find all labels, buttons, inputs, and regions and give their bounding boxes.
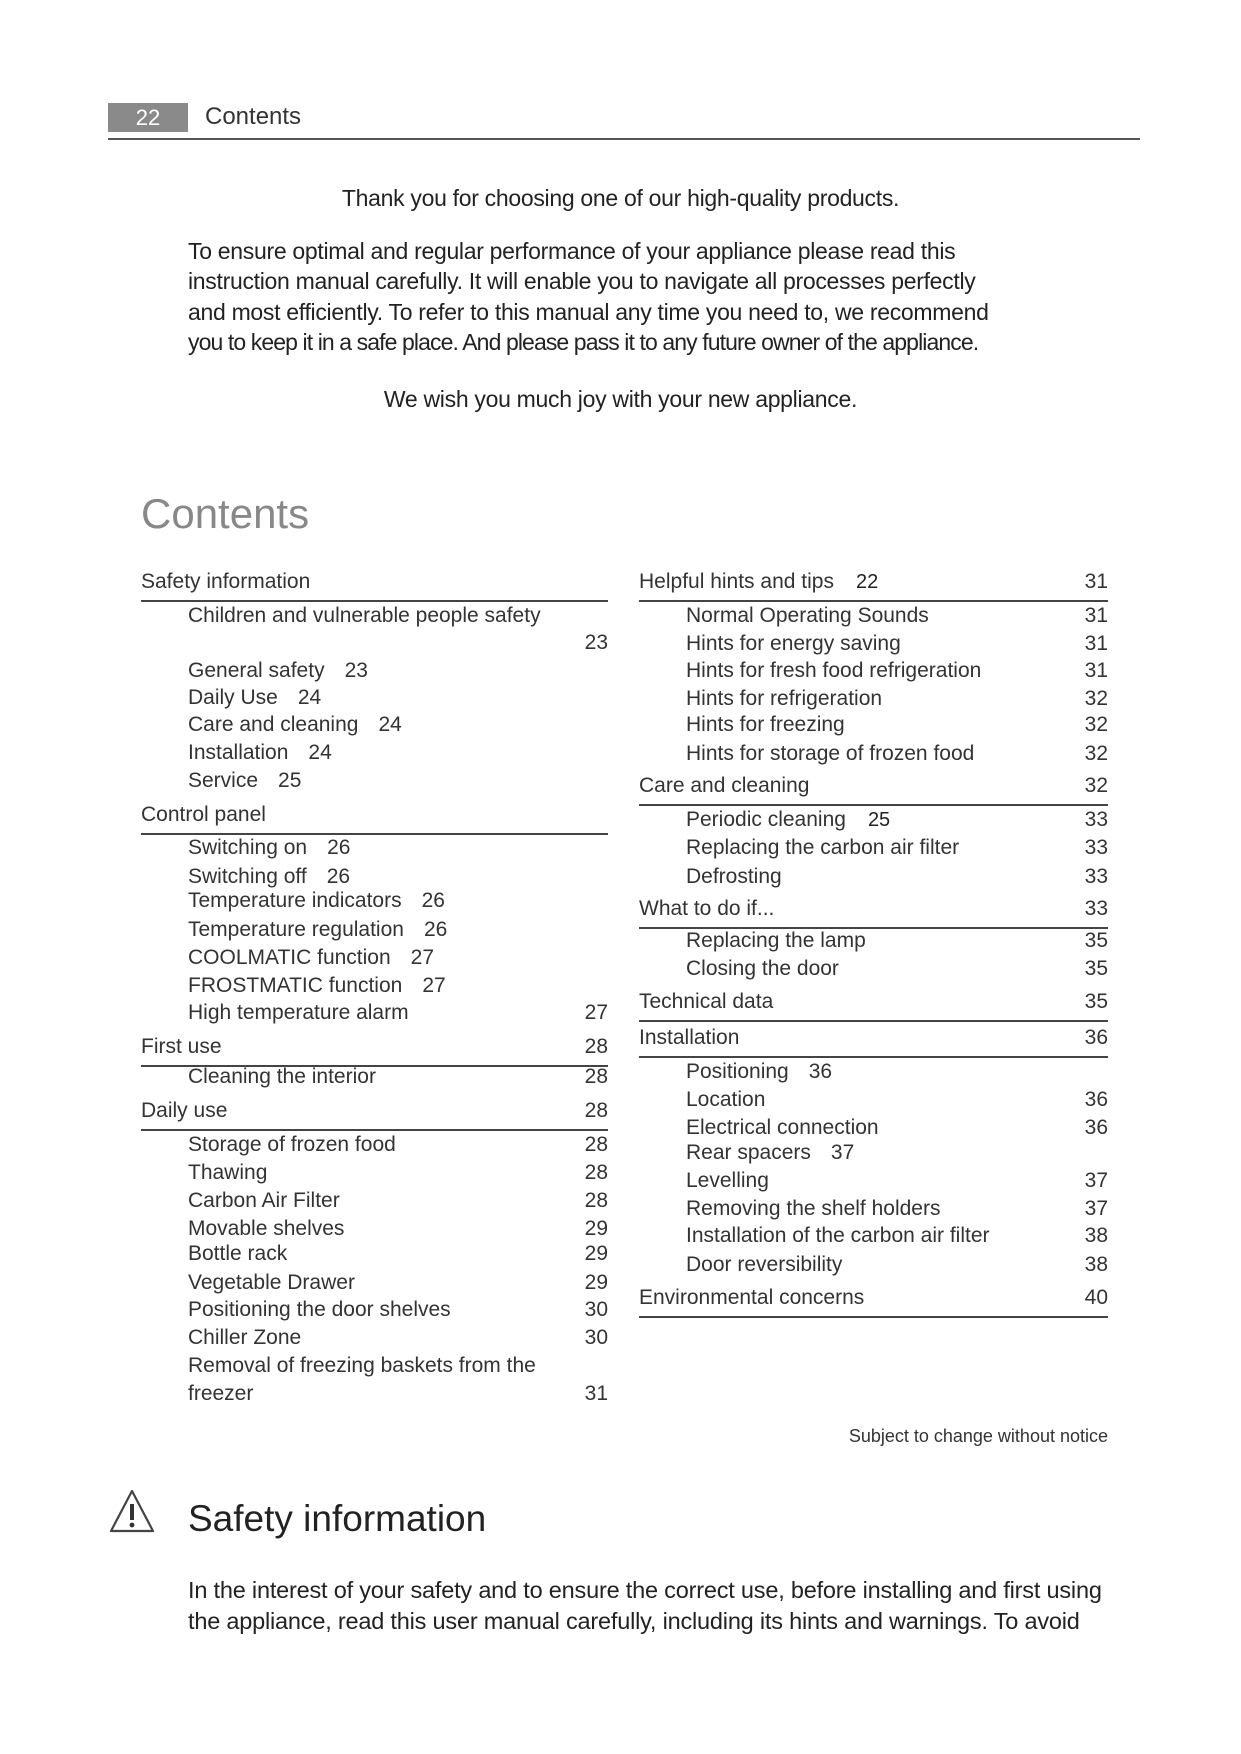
toc-entry-text: Removal of freezing baskets from the: [188, 1354, 536, 1378]
toc-page-number: 26: [327, 836, 351, 860]
toc-entry[interactable]: [141, 945, 608, 971]
toc-entry-text: Electrical connection: [686, 1116, 879, 1140]
toc-entry-label: [686, 1059, 832, 1085]
toc-entry[interactable]: [639, 928, 1108, 954]
toc-entry-text: Installation: [188, 740, 289, 764]
toc-page-number: 32: [1084, 713, 1108, 737]
toc-entry-label: [639, 1025, 739, 1051]
toc-entry-text: Control panel: [141, 802, 266, 826]
toc-entry-label: [188, 864, 350, 890]
toc-page-number: 28: [584, 1189, 608, 1213]
toc-entry-text: COOLMATIC function: [188, 945, 391, 969]
toc-entry-text: Normal Operating Sounds: [686, 604, 929, 628]
toc-entry[interactable]: [639, 956, 1108, 982]
toc-entry[interactable]: [141, 1270, 608, 1296]
toc-entry[interactable]: [639, 741, 1108, 767]
toc-page-number: 27: [422, 974, 446, 997]
toc-entry[interactable]: [639, 631, 1108, 657]
intro-line: instruction manual carefully. It will enable you to navigate all processes perfectly: [188, 268, 976, 294]
toc-entry-label: [188, 1353, 536, 1379]
toc-entry[interactable]: [639, 1252, 1108, 1278]
toc-page-number: 29: [584, 1242, 608, 1266]
toc-entry-label: [188, 740, 332, 766]
toc-entry-label: [686, 864, 782, 890]
toc-section-entry[interactable]: [141, 802, 608, 828]
toc-entry-label: [188, 1297, 451, 1323]
toc-entry-text: Movable shelves: [188, 1216, 345, 1240]
toc-entry[interactable]: [639, 1140, 1108, 1166]
toc-entry-text: Vegetable Drawer: [188, 1270, 355, 1294]
toc-entry-text: Hints for storage of frozen food: [686, 741, 975, 765]
toc-page-number: 35: [1084, 928, 1108, 952]
toc-entry-label: [188, 1216, 344, 1242]
toc-page-number: 24: [297, 686, 322, 710]
toc-section-rule: [639, 1316, 1108, 1318]
toc-section-rule: [141, 600, 608, 602]
toc-entry-label: [686, 807, 890, 833]
toc-page-number: 36: [1084, 1087, 1108, 1111]
toc-entry-label: [188, 1160, 267, 1186]
header-rule: [108, 138, 1140, 140]
toc-entry-label: [639, 1285, 864, 1311]
toc-entry-label: [188, 917, 447, 943]
toc-page-number: 30: [584, 1297, 608, 1321]
toc-entry-text: Cleaning the interior: [188, 1065, 376, 1089]
toc-entry-text: Periodic cleaning: [686, 808, 846, 832]
toc-entry-text: Positioning: [686, 1059, 789, 1083]
section-title: Safety information: [188, 1498, 487, 1539]
toc-entry-text: Temperature regulation: [188, 917, 404, 941]
toc-page-number: 27: [410, 945, 435, 969]
intro-line: you to keep it in a safe place. And please pass it to any future owner of the appliance.: [188, 329, 979, 355]
toc-page-number: 28: [584, 1099, 608, 1123]
toc-entry[interactable]: [141, 1297, 608, 1323]
toc-entry-label: [686, 956, 839, 982]
toc-section-entry[interactable]: [639, 989, 1108, 1015]
toc-page-number: 40: [1084, 1286, 1108, 1310]
toc-entry-text: Defrosting: [686, 864, 782, 888]
stray-overprint-number: 22: [855, 571, 879, 594]
toc-page-number: 27: [584, 1001, 608, 1025]
toc-page-number: 31: [1084, 570, 1108, 594]
toc-entry[interactable]: [141, 1160, 608, 1186]
toc-page-number: 32: [1084, 741, 1108, 765]
warning-triangle-icon: [108, 1488, 156, 1534]
toc-page-number: 30: [584, 1325, 608, 1349]
toc-entry-label: [188, 945, 434, 971]
intro-line: and most efficiently. To refer to this manual any time you need to, we recommend: [188, 299, 989, 325]
toc-entry-label: [639, 896, 774, 922]
toc-entry-text: Removing the shelf holders: [686, 1197, 941, 1221]
toc-entry-text: Daily use: [141, 1099, 228, 1123]
toc-entry[interactable]: [141, 1000, 608, 1026]
toc-page-number: 36: [1084, 1025, 1108, 1049]
toc-entry[interactable]: [141, 1241, 608, 1267]
toc-page-number: 37: [1084, 1197, 1108, 1221]
toc-entry-text: Positioning the door shelves: [188, 1297, 451, 1321]
toc-entry[interactable]: [639, 658, 1108, 684]
toc-entry-text: Carbon Air Filter: [188, 1189, 340, 1213]
toc-entry[interactable]: [141, 973, 608, 999]
toc-entry-label: [686, 1223, 990, 1249]
toc-entry-text: Levelling: [686, 1169, 769, 1193]
toc-entry-label: [188, 1000, 409, 1026]
toc-entry-text: Care and cleaning: [188, 713, 359, 737]
toc-entry[interactable]: [639, 1223, 1108, 1249]
toc-entry-label: [188, 1270, 355, 1296]
toc-page-number: 36: [808, 1059, 833, 1083]
toc-entry-text: Safety information: [141, 570, 311, 594]
toc-entry-text: Closing the door: [686, 957, 839, 981]
toc-page-number: 23: [344, 659, 368, 683]
toc-entry-text: Storage of frozen food: [188, 1133, 396, 1157]
toc-entry-label: [639, 773, 809, 799]
toc-entry-text: Technical data: [639, 989, 774, 1013]
toc-entry-label: [188, 1132, 396, 1158]
toc-section-entry[interactable]: [639, 569, 1108, 595]
toc-entry-text: Replacing the lamp: [686, 928, 866, 952]
toc-entry[interactable]: [639, 1196, 1108, 1222]
toc-entry-text: Door reversibility: [686, 1252, 843, 1276]
page-number-badge: 22: [108, 103, 188, 132]
toc-entry-label: [188, 973, 446, 999]
toc-entry[interactable]: [141, 740, 608, 766]
toc-page-number: 24: [308, 740, 332, 764]
toc-entry-text: High temperature alarm: [188, 1001, 409, 1025]
toc-entry[interactable]: [639, 1087, 1108, 1113]
toc-entry[interactable]: [141, 864, 608, 890]
toc-entry-text: Thawing: [188, 1161, 268, 1185]
toc-entry-text: Service: [188, 768, 259, 792]
toc-entry-label: [188, 658, 368, 684]
toc-entry-text: Children and vulnerable people safety: [188, 604, 541, 628]
toc-entry-text: Care and cleaning: [639, 774, 810, 798]
stray-overprint-number: 25: [867, 809, 891, 832]
toc-entry-label: [141, 1098, 227, 1124]
toc-page-number: 24: [378, 713, 402, 737]
toc-entry-text: Helpful hints and tips: [639, 570, 834, 594]
toc-page-number: 37: [1084, 1169, 1108, 1193]
toc-entry-label: [686, 741, 974, 767]
toc-entry-label: [188, 1241, 287, 1267]
toc-entry-text: Switching on: [188, 836, 308, 860]
toc-entry-label: [686, 1140, 854, 1166]
toc-entry-text: Temperature indicators: [188, 889, 402, 913]
toc-entry-label: [686, 835, 959, 861]
toc-entry-text: Bottle rack: [188, 1242, 288, 1266]
toc-page-number: 31: [1084, 632, 1108, 656]
toc-entry[interactable]: [141, 835, 608, 861]
toc-section-rule: [639, 804, 1108, 806]
toc-section-rule: [141, 833, 608, 835]
toc-page-number: 26: [423, 917, 448, 941]
toc-page-number: 33: [1084, 836, 1108, 860]
toc-entry-text: Installation of the carbon air filter: [686, 1224, 990, 1248]
toc-entry[interactable]: [141, 603, 608, 629]
toc-entry[interactable]: [141, 768, 608, 794]
toc-entry-text: FROSTMATIC function: [188, 974, 403, 997]
toc-entry-label: [686, 1115, 879, 1141]
toc-page-number: 26: [326, 864, 351, 888]
toc-entry[interactable]: [141, 1325, 608, 1351]
running-header-title: Contents: [205, 103, 302, 130]
toc-page-number: 33: [1084, 808, 1108, 832]
toc-entry[interactable]: [639, 835, 1108, 861]
toc-entry-label: [639, 569, 878, 595]
toc-entry-label: [686, 1252, 842, 1278]
toc-entry-text: Hints for refrigeration: [686, 687, 883, 711]
intro-line: To ensure optimal and regular performance of your appliance please read this: [188, 238, 956, 264]
toc-page-number: 23: [584, 631, 608, 655]
toc-entry[interactable]: [639, 1059, 1108, 1085]
toc-entry[interactable]: [141, 685, 608, 711]
toc-entry-text: Switching off: [188, 864, 307, 888]
contents-heading: Contents: [141, 490, 310, 537]
toc-entry-label: [141, 1034, 222, 1060]
toc-entry-label: [188, 712, 402, 738]
change-notice: Subject to change without notice: [848, 1426, 1108, 1446]
toc-page-number: 28: [584, 1161, 608, 1185]
toc-section-entry[interactable]: [639, 1285, 1108, 1311]
toc-page-number: 28: [584, 1133, 608, 1157]
toc-page-number: 29: [584, 1270, 608, 1294]
toc-page-number: 32: [1084, 687, 1108, 711]
toc-page-number: 35: [1084, 957, 1108, 981]
toc-entry-label: [639, 989, 773, 1015]
toc-entry-text: Daily Use: [188, 686, 278, 710]
toc-entry-text: Hints for fresh food refrigeration: [686, 659, 982, 683]
toc-entry-text: Installation: [639, 1025, 740, 1049]
toc-entry-text: Environmental concerns: [639, 1286, 865, 1310]
toc-entry-text: Replacing the carbon air filter: [686, 836, 960, 860]
toc-entry-label: [686, 928, 866, 954]
toc-page-number: 36: [1084, 1116, 1108, 1140]
toc-entry-label: [188, 835, 350, 861]
toc-page-number: 25: [278, 768, 302, 792]
toc-entry[interactable]: [141, 712, 608, 738]
toc-page-number: 38: [1084, 1224, 1108, 1248]
toc-entry-text: First use: [141, 1034, 222, 1058]
toc-entry-label: [686, 1168, 769, 1194]
toc-entry-text: Rear spacers: [686, 1140, 811, 1164]
toc-section-entry[interactable]: [639, 773, 1108, 799]
toc-page-number: 35: [1084, 989, 1108, 1013]
toc-entry[interactable]: [141, 1188, 608, 1214]
toc-entry-text: Location: [686, 1087, 766, 1111]
toc-entry[interactable]: [639, 712, 1108, 738]
toc-entry[interactable]: [141, 1132, 608, 1158]
toc-entry-label: [188, 768, 301, 794]
toc-entry[interactable]: [141, 888, 608, 914]
toc-entry[interactable]: [639, 1168, 1108, 1194]
toc-entry-label: [188, 1064, 376, 1090]
toc-page-number: 28: [584, 1034, 608, 1058]
body-line: the appliance, read this user manual carefully, including its hints and warnings. To avoid: [188, 1608, 1080, 1634]
toc-page-number: 26: [421, 889, 445, 913]
toc-page-number: 33: [1084, 864, 1108, 888]
toc-entry-label: [686, 1196, 940, 1222]
toc-entry-label: [686, 1087, 765, 1113]
toc-entry[interactable]: [141, 658, 608, 684]
toc-page-number: 38: [1084, 1252, 1108, 1276]
toc-section-entry[interactable]: [141, 1034, 608, 1060]
toc-page-number: 32: [1084, 774, 1108, 798]
toc-section-entry[interactable]: [141, 569, 608, 595]
toc-section-entry[interactable]: [141, 1098, 608, 1124]
toc-entry[interactable]: [639, 807, 1108, 833]
toc-entry-text: Chiller Zone: [188, 1325, 302, 1349]
toc-entry[interactable]: [141, 1064, 608, 1090]
toc-section-rule: [639, 1056, 1108, 1058]
toc-entry-label: [686, 603, 929, 629]
toc-entry-text: Hints for energy saving: [686, 632, 901, 656]
toc-section-rule: [639, 600, 1108, 602]
toc-entry-text: General safety: [188, 659, 325, 683]
toc-entry-text: What to do if...: [639, 897, 775, 921]
toc-entry-label: [686, 712, 845, 738]
intro-wish: We wish you much joy with your new appliance.: [383, 386, 858, 412]
toc-entry[interactable]: [141, 630, 608, 656]
toc-entry-label: [686, 686, 882, 712]
toc-entry-text: freezer: [188, 1382, 254, 1406]
toc-entry[interactable]: [639, 1115, 1108, 1141]
toc-section-rule: [141, 1129, 608, 1131]
toc-page-number: 31: [1084, 604, 1108, 628]
body-line: In the interest of your safety and to ensure the correct use, before installing and first using: [188, 1577, 1102, 1603]
toc-entry-label: [188, 888, 445, 914]
toc-page-number: 29: [584, 1216, 608, 1240]
toc-entry[interactable]: [141, 1381, 608, 1407]
toc-page-number: 31: [584, 1382, 608, 1406]
toc-entry-label: [686, 631, 901, 657]
toc-entry[interactable]: [639, 603, 1108, 629]
toc-page-number: 37: [830, 1140, 855, 1164]
toc-entry[interactable]: [639, 864, 1108, 890]
toc-entry-label: [188, 603, 541, 629]
toc-entry[interactable]: [639, 686, 1108, 712]
toc-page-number: 31: [1084, 659, 1108, 683]
toc-section-entry[interactable]: [639, 896, 1108, 922]
toc-section-rule: [639, 1020, 1108, 1022]
toc-entry-label: [686, 658, 981, 684]
toc-page-number: 33: [1084, 897, 1108, 921]
toc-page-number: 28: [584, 1065, 608, 1089]
toc-entry[interactable]: [141, 1353, 608, 1379]
toc-entry[interactable]: [141, 1216, 608, 1242]
toc-entry-label: [188, 1188, 340, 1214]
toc-section-entry[interactable]: [639, 1025, 1108, 1051]
toc-entry-label: [188, 685, 321, 711]
toc-entry-label: [188, 1381, 253, 1407]
intro-thanks: Thank you for choosing one of our high-quality products.: [341, 185, 900, 211]
toc-entry-label: [141, 569, 310, 595]
toc-entry-label: [188, 1325, 301, 1351]
toc-entry[interactable]: [141, 917, 608, 943]
toc-entry-text: Hints for freezing: [686, 713, 845, 737]
toc-entry-label: [141, 802, 266, 828]
